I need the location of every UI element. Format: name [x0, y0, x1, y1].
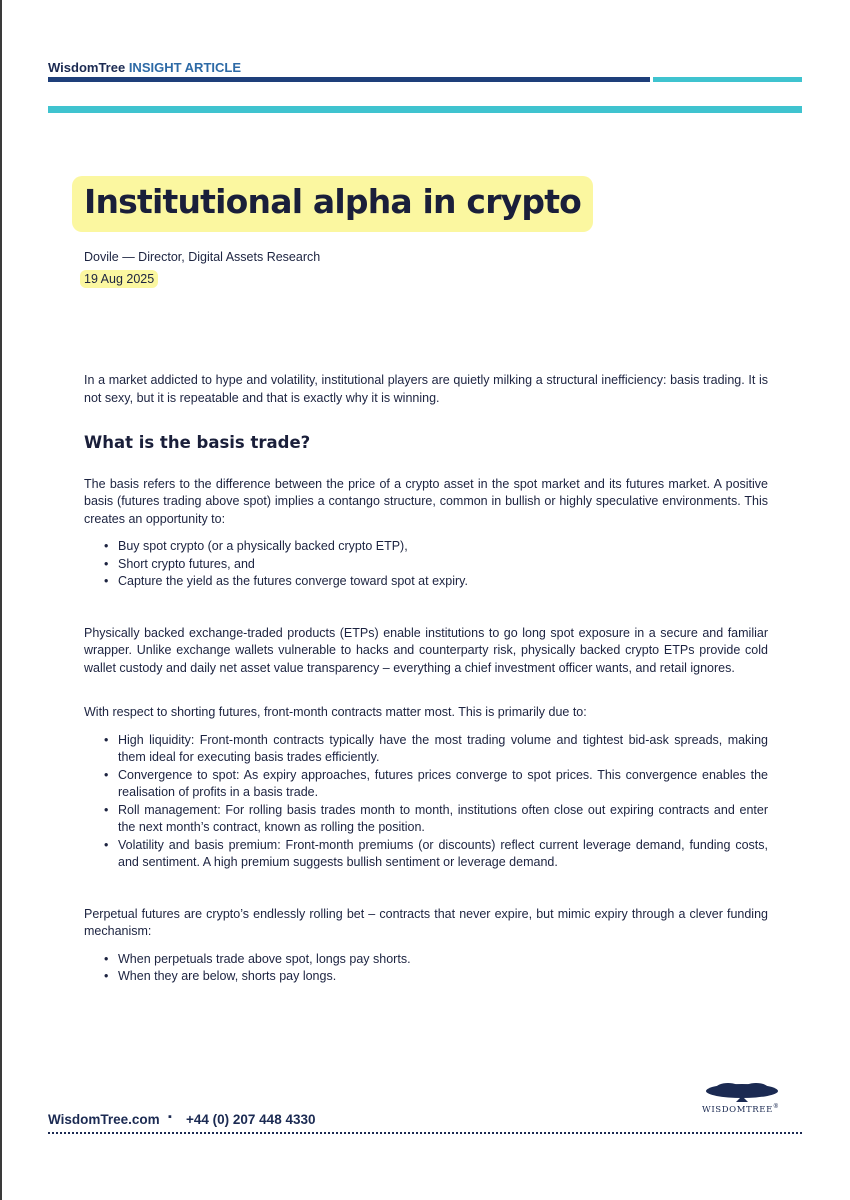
list-item — [84, 837, 768, 872]
bullet-icon: • — [104, 574, 109, 588]
list-item — [84, 556, 768, 574]
shorting-paragraph: With respect to shorting futures, front-month contracts matter most. This is primarily due to: — [84, 705, 587, 719]
list-item-text: Convergence to spot: As expiry approaches, futures prices converge to spot prices. This convergence enables the realisation of profits in a basis trade. — [118, 767, 768, 799]
header-rule-teal-wide — [48, 106, 802, 113]
list-item-text: Roll management: For rolling basis trades month to month, institutions often close out expiring contracts and enter the next month’s contract, known as rolling the position. — [118, 802, 768, 834]
list-item — [84, 767, 768, 802]
title-highlight — [72, 176, 593, 232]
wisdomtree-logo-text: WISDOMTREE® — [702, 1103, 780, 1115]
bullet-icon: • — [104, 556, 109, 571]
list-item-text: Capture the yield as the futures converge toward spot at expiry. — [118, 574, 468, 588]
list-item — [84, 573, 768, 591]
perpetual-bullet-list — [84, 951, 768, 986]
basis-bullet-list — [84, 538, 768, 591]
list-item-text: When they are below, shorts pay longs. — [118, 969, 337, 983]
list-item — [84, 968, 768, 986]
header-rule-teal — [653, 77, 802, 82]
perpetual-paragraph: Perpetual futures are crypto’s endlessly rolling bet – contracts that never expire, but mimic expiry through a clever funding mechanism: — [84, 906, 768, 938]
list-item — [84, 802, 768, 837]
footer-separator: ▪ — [168, 1111, 172, 1123]
page-edge-line — [0, 0, 2, 1200]
header-rule — [48, 77, 802, 82]
bullet-icon: • — [104, 767, 109, 782]
header-rule-navy — [48, 77, 650, 82]
list-item — [84, 538, 768, 556]
bullet-icon: • — [104, 969, 109, 983]
bullet-icon: • — [104, 837, 109, 852]
header-brand-line — [48, 60, 241, 75]
bullet-icon: • — [104, 732, 109, 747]
bullet-icon: • — [104, 951, 109, 966]
list-item-text: When perpetuals trade above spot, longs pay shorts. — [118, 951, 411, 966]
basis-paragraph: The basis refers to the difference between the price of a crypto asset in the spot market and its futures market. A positive basis (futures trading above spot) implies a contango structure, common in bullish or highly speculative environments. This creates an opportunity to: — [84, 476, 768, 526]
list-item — [84, 951, 768, 969]
header-label: INSIGHT ARTICLE — [128, 60, 241, 75]
list-item-text: Volatility and basis premium: Front-month premiums (or discounts) reflect current leverage demand, funding costs, and sentiment. A high premium suggests bullish sentiment or leverage demand. — [118, 837, 768, 869]
footer-dotted-rule — [48, 1132, 802, 1134]
section-heading: What is the basis trade? — [84, 433, 311, 452]
bullet-icon: • — [104, 802, 109, 817]
article-author: Dovile — Director, Digital Assets Research — [84, 250, 321, 264]
bullet-icon: • — [104, 539, 109, 553]
intro-paragraph: In a market addicted to hype and volatility, institutional players are quietly milking a structural inefficiency: basis trading. It is not sexy, but it is repeatable and that is exactly why it is winning. — [84, 373, 768, 405]
footer-website-link[interactable]: WisdomTree.com — [48, 1112, 160, 1127]
article-date: 19 Aug 2025 — [80, 270, 158, 288]
header-brand: WisdomTree — [48, 60, 126, 75]
list-item-text: Short crypto futures, and — [118, 556, 255, 571]
etp-paragraph: Physically backed exchange-traded products (ETPs) enable institutions to go long spot exposure in a secure and familiar wrapper. Unlike exchange wallets vulnerable to hacks and counterparty risk, physically backed crypto ETPs provide cold wallet custody and daily net asset value transparency – everything a chief investment officer wants, and retail ignores. — [84, 625, 768, 675]
list-item-text: High liquidity: Front-month contracts typically have the most trading volume and tightest bid-ask spreads, making them ideal for executing basis trades efficiently. — [118, 732, 768, 764]
footer-phone: +44 (0) 207 448 4330 — [186, 1112, 316, 1127]
shorting-bullet-list — [84, 732, 768, 872]
article-body — [84, 372, 768, 986]
article-title: Institutional alpha in crypto — [84, 182, 582, 221]
list-item-text: Buy spot crypto (or a physically backed crypto ETP), — [118, 539, 408, 553]
list-item — [84, 732, 768, 767]
